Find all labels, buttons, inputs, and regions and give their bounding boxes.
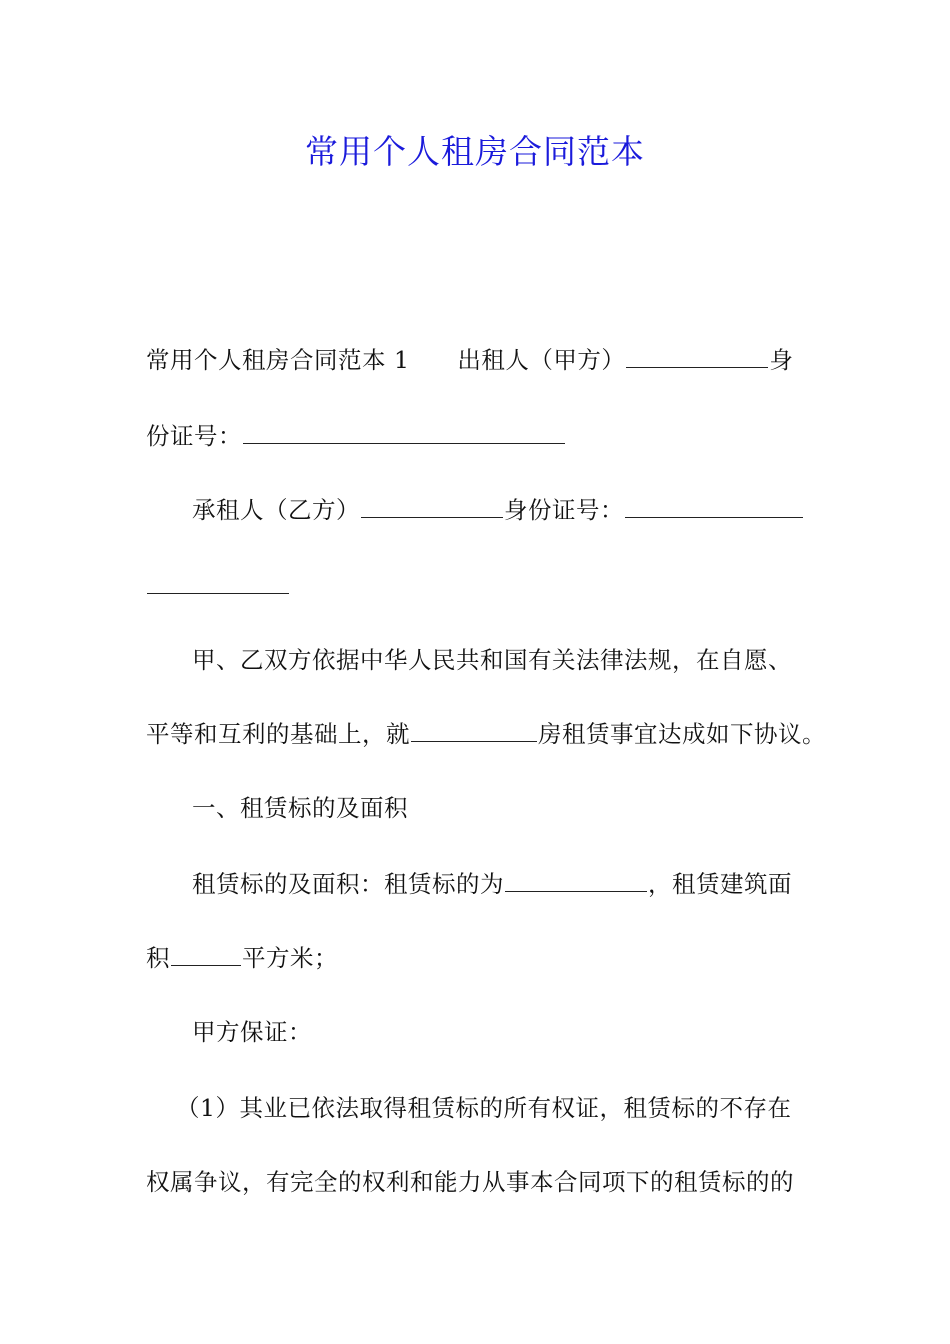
contract-paragraph-line [146,1014,862,1050]
line-text: 权属争议，有完全的权利和能力从事本合同项下的租赁标的的 [146,1168,794,1196]
lessor-id-blank[interactable] [243,423,565,444]
line-text: 平方米； [242,944,338,972]
line-text: （1）其业已依法取得租赁标的所有权证，租赁标的不存在 [176,1094,792,1122]
contract-line-lessee-id-cont [146,568,816,604]
lessee-name-blank[interactable] [361,497,503,518]
contract-line-lessor-id [146,418,816,454]
line-text: 常用个人租房合同范本 1 出租人（甲方） [146,346,626,374]
line-text: 租赁标的及面积：租赁标的为 [192,870,504,898]
line-text: 甲、乙双方依据中华人民共和国有关法律法规，在自愿、 [192,646,792,674]
line-text: 身 [769,346,794,374]
contract-paragraph-line [146,866,862,902]
line-text: 房租赁事宜达成如下协议。 [538,720,826,748]
line-text: ，租赁建筑面 [648,870,792,898]
contract-paragraph-line [146,716,826,752]
lessee-id-blank-cont[interactable] [147,573,289,594]
lessor-name-blank[interactable] [626,347,768,368]
line-text: 平等和互利的基础上，就 [146,720,410,748]
subject-blank[interactable] [505,871,647,892]
lessee-id-blank[interactable] [625,497,803,518]
property-blank[interactable] [411,721,537,742]
line-text: 身份证号： [504,496,624,524]
contract-line-lessee [146,492,862,528]
contract-paragraph-line [146,1164,816,1200]
contract-line-lessor [146,342,816,378]
line-text: 甲方保证： [192,1018,312,1046]
contract-paragraph-line [146,642,862,678]
line-text: 积 [146,944,170,972]
document-title: 常用个人租房合同范本 [305,132,645,171]
contract-paragraph-line [146,1090,846,1126]
section-heading [146,790,862,826]
contract-paragraph-line [146,940,816,976]
line-text: 承租人（乙方） [192,496,360,524]
area-blank[interactable] [171,945,241,966]
line-text: 份证号： [146,422,242,450]
line-text: 一、租赁标的及面积 [192,794,408,822]
